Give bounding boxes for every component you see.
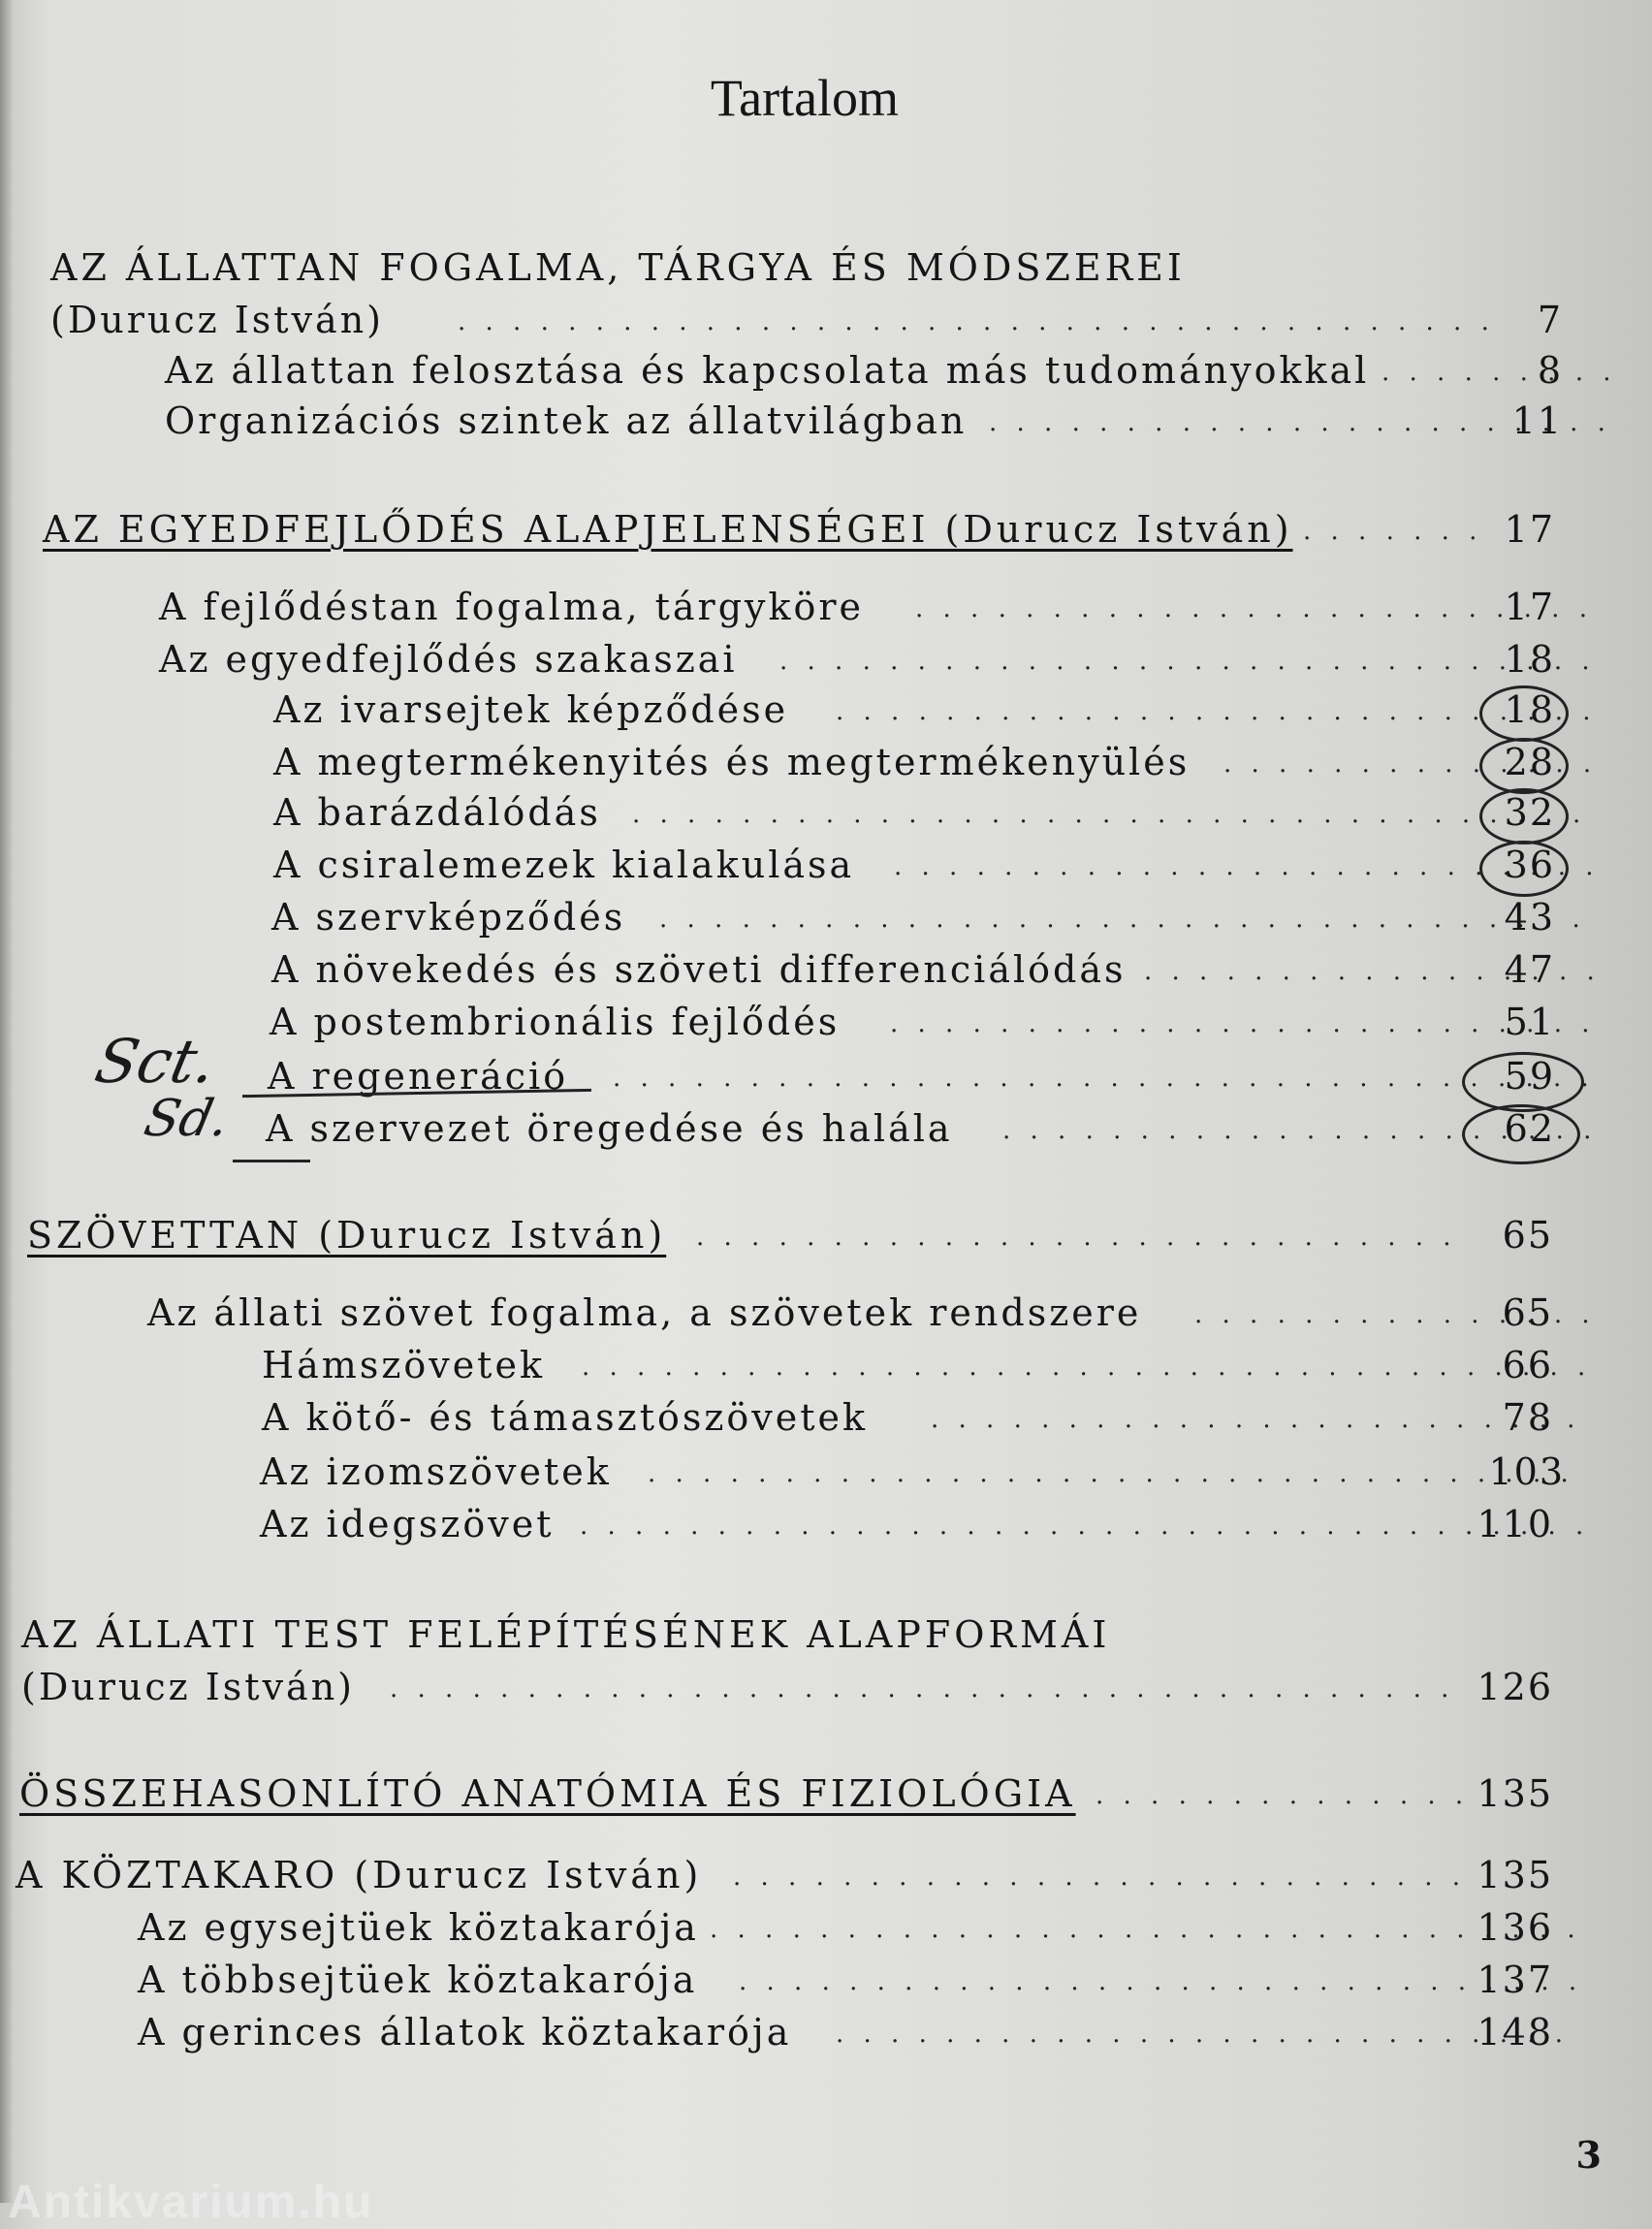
- toc-entry: [159, 578, 1555, 636]
- toc-entry-label: A barázdálódás: [273, 791, 601, 834]
- page-title: Tartalom: [710, 69, 900, 127]
- toc-entry: [273, 783, 1555, 842]
- toc-entry: [273, 733, 1555, 791]
- toc-entry-page: 126: [1477, 1666, 1553, 1708]
- toc-entry-page: 47: [1504, 948, 1555, 991]
- toc-entry-label: Az izomszövetek: [260, 1450, 612, 1493]
- toc-entry: [16, 1846, 1553, 1904]
- toc-entry-label: A kötő- és támasztószövetek: [262, 1396, 868, 1439]
- toc-entry-page: 11: [1511, 399, 1563, 442]
- toc-entry: [27, 1206, 1553, 1264]
- toc-entry: [271, 940, 1555, 999]
- toc-entry-label: A regeneráció: [268, 1055, 569, 1098]
- toc-entry-page: 32: [1504, 791, 1555, 834]
- section-heading: AZ EGYEDFEJLŐDÉS ALAPJELENSÉGEI (Durucz István): [43, 508, 1293, 551]
- toc-entry-page: 103: [1488, 1450, 1565, 1493]
- toc-entry: [268, 1047, 1555, 1105]
- handwritten-note: Sd.: [139, 1090, 235, 1148]
- section-heading: A KÖZTAKARO (Durucz István): [16, 1854, 703, 1896]
- toc-entry: [273, 836, 1555, 894]
- toc-entry-label: Organizációs szintek az állatvilágban: [165, 399, 968, 442]
- toc-entry: [50, 239, 1563, 297]
- watermark: Antikvarium.hu: [8, 2177, 374, 2228]
- toc-entry-page: 137: [1477, 1958, 1553, 2001]
- toc-entry-label: A szervképződés: [271, 896, 626, 939]
- toc-entry: [138, 2003, 1553, 2061]
- toc-entry: [260, 1443, 1565, 1501]
- toc-entry: [147, 1284, 1553, 1342]
- toc-entry-label: Az állattan felosztása és kapcsolata más tudományokkal: [165, 349, 1370, 392]
- toc-entry-label: A csiralemezek kialakulása: [273, 844, 855, 886]
- toc-entry: [271, 888, 1555, 946]
- dot-leader: [696, 1206, 1472, 1264]
- dot-leader: [733, 1846, 1460, 1904]
- page-number: 3: [1575, 2133, 1602, 2177]
- toc-entry-page: 51: [1504, 1001, 1555, 1043]
- section-heading: AZ ÁLLATI TEST FELÉPÍTÉSÉNEK ALAPFORMÁI: [21, 1613, 1111, 1656]
- toc-entry-page: 28: [1504, 741, 1555, 783]
- toc-entry: [21, 1606, 1553, 1664]
- toc-entry-label: Hámszövetek: [262, 1344, 545, 1386]
- toc-entry-label: Az egyedfejlődés szakaszai: [159, 638, 738, 681]
- toc-entry-page: 135: [1477, 1772, 1553, 1815]
- toc-entry-page: 65: [1502, 1291, 1553, 1334]
- toc-entry-page: 17: [1504, 508, 1555, 551]
- toc-entry-page: 59: [1504, 1055, 1555, 1098]
- toc-entry-label: A megtermékenyités és megtermékenyülés: [273, 741, 1191, 783]
- toc-entry: [270, 993, 1555, 1051]
- toc-entry-label: (Durucz István): [50, 299, 384, 341]
- toc-entry: [262, 1388, 1553, 1447]
- handwritten-circle: [1462, 1104, 1580, 1164]
- dot-leader: [648, 1443, 1578, 1501]
- toc-entry-label: (Durucz István): [21, 1666, 355, 1708]
- toc-entry-label: Az állati szövet fogalma, a szövetek rendszere: [147, 1291, 1142, 1334]
- toc-entry-page: 148: [1477, 2011, 1553, 2054]
- toc-entry-page: 136: [1477, 1906, 1553, 1949]
- toc-entry-page: 36: [1504, 844, 1555, 886]
- toc-entry-label: Az ivarsejtek képződése: [273, 688, 789, 731]
- dot-leader: [390, 1658, 1466, 1716]
- toc-entry: [138, 1951, 1553, 2009]
- toc-entry: [19, 1765, 1553, 1823]
- toc-entry-label: Az idegszövet: [260, 1503, 555, 1545]
- toc-entry-page: 110: [1477, 1503, 1553, 1545]
- toc-entry: [165, 392, 1563, 450]
- toc-entry: [266, 1099, 1555, 1158]
- toc-entry-page: 65: [1502, 1214, 1553, 1257]
- toc-entry: [260, 1495, 1553, 1553]
- toc-entry-page: 7: [1537, 299, 1563, 341]
- toc-entry-page: 17: [1504, 586, 1555, 628]
- handwritten-note: Sct.: [89, 1026, 223, 1097]
- toc-entry-page: 43: [1504, 896, 1555, 939]
- section-heading: ÖSSZEHASONLÍTÓ ANATÓMIA ÉS FIZIOLÓGIA: [19, 1772, 1076, 1815]
- toc-entry-page: 18: [1504, 638, 1555, 681]
- toc-entry-label: Az egysejtüek köztakarója: [138, 1906, 699, 1949]
- toc-entry-label: A gerinces állatok köztakarója: [138, 2011, 792, 2054]
- toc-entry: [43, 500, 1555, 558]
- toc-entry-label: A többsejtüek köztakarója: [138, 1958, 698, 2001]
- page-edge-shadow: [0, 0, 14, 2203]
- section-heading: SZÖVETTAN (Durucz István): [27, 1214, 667, 1257]
- toc-entry-page: 66: [1502, 1344, 1553, 1386]
- toc-entry-label: A postembrionális fejlődés: [270, 1001, 841, 1043]
- toc-entry: [165, 341, 1563, 399]
- toc-entry: [138, 1898, 1553, 1957]
- toc-entry: [21, 1658, 1553, 1716]
- toc-entry: [273, 681, 1555, 739]
- toc-entry-label: A növekedés és szöveti differenciálódás: [271, 948, 1127, 991]
- toc-entry-page: 18: [1504, 688, 1555, 731]
- toc-entry-label: A fejlődéstan fogalma, tárgyköre: [159, 586, 865, 628]
- toc-entry-label: A szervezet öregedése és halála: [266, 1107, 953, 1150]
- section-heading: AZ ÁLLATTAN FOGALMA, TÁRGYA ÉS MÓDSZEREI: [50, 246, 1186, 289]
- toc-entry: [159, 630, 1555, 688]
- dot-leader: [580, 1495, 1582, 1553]
- dot-leader: [1096, 1765, 1464, 1823]
- toc-entry-page: 8: [1537, 349, 1563, 392]
- toc-entry: [50, 291, 1563, 349]
- toc-entry: [262, 1336, 1553, 1394]
- toc-entry-page: 62: [1504, 1107, 1555, 1150]
- toc-entry-page: 135: [1477, 1854, 1553, 1896]
- dot-leader: [458, 291, 1495, 349]
- toc-entry-page: 78: [1502, 1396, 1553, 1439]
- handwritten-underline: [233, 1160, 310, 1162]
